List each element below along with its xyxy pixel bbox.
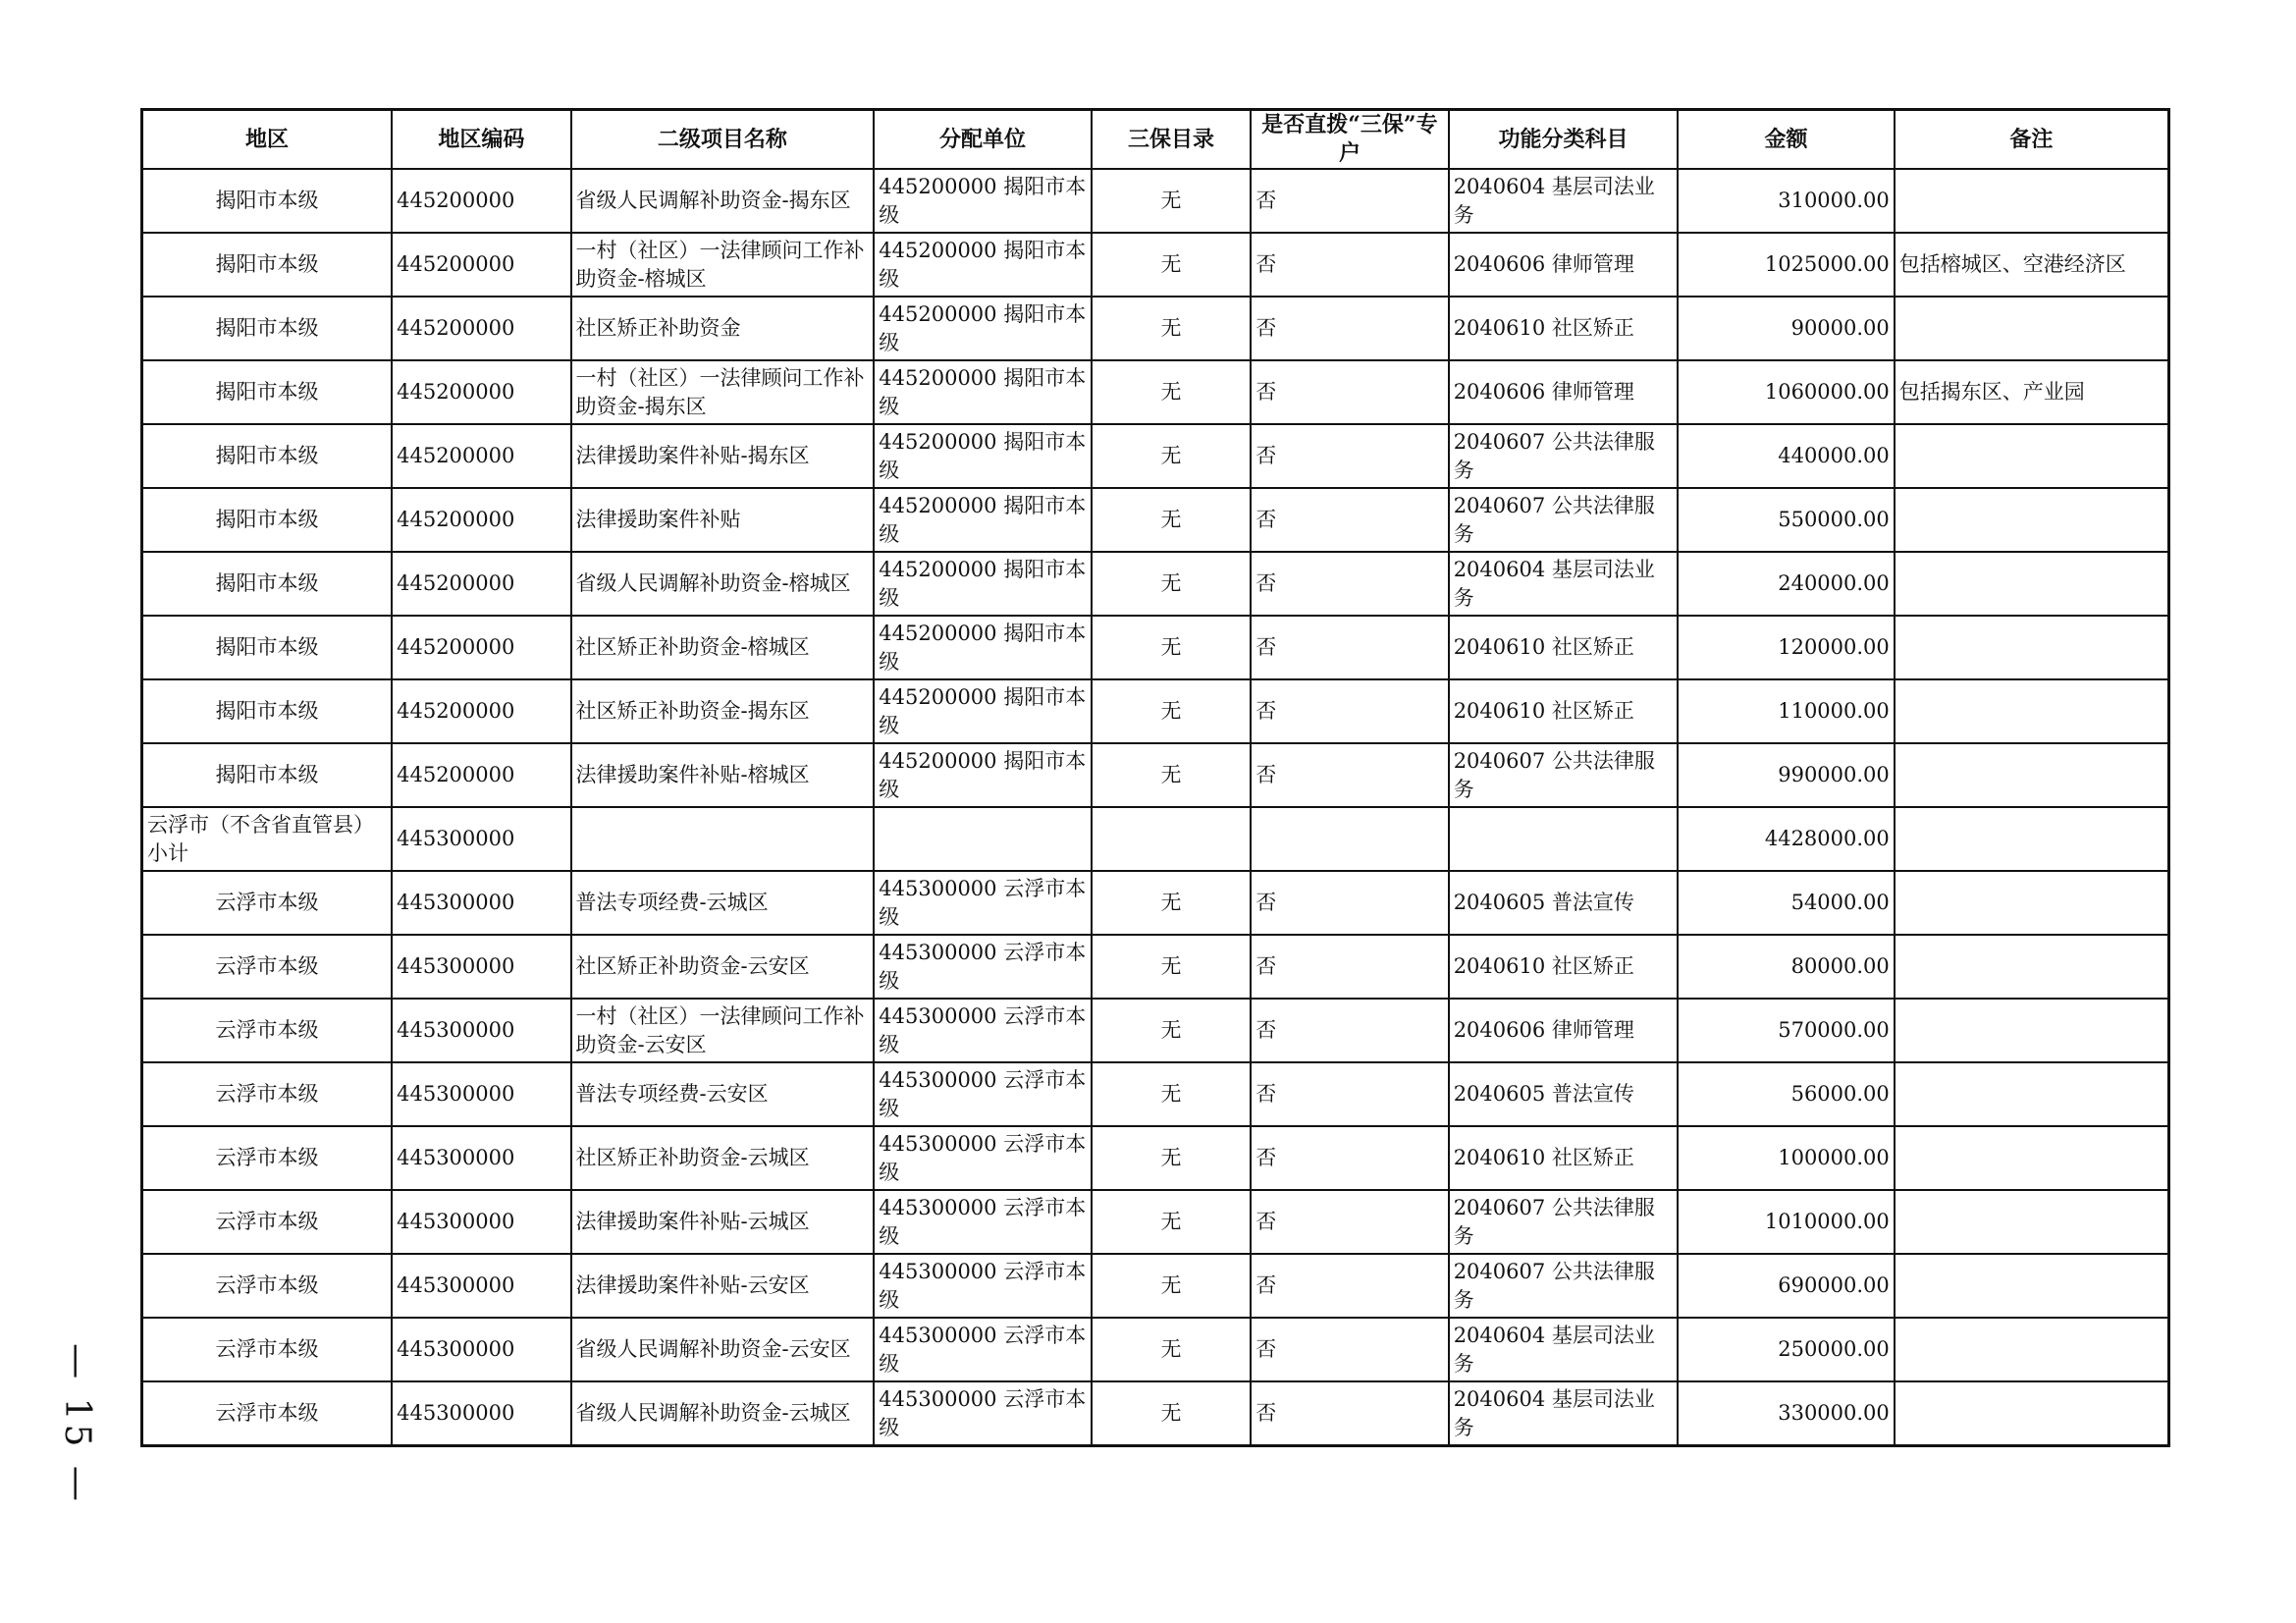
cell-region: 云浮市本级 bbox=[142, 1381, 393, 1446]
cell-amount: 990000.00 bbox=[1678, 743, 1895, 807]
cell-allocation-unit: 445300000 云浮市本级 bbox=[874, 871, 1092, 935]
cell-region-code: 445300000 bbox=[392, 1126, 570, 1190]
cell-region: 揭阳市本级 bbox=[142, 424, 393, 488]
cell-direct-transfer: 否 bbox=[1251, 552, 1448, 616]
header-function-subject: 功能分类科目 bbox=[1449, 110, 1679, 170]
table-row bbox=[142, 1126, 2169, 1190]
cell-note bbox=[1895, 999, 2169, 1062]
cell-sanbao-catalog: 无 bbox=[1092, 1254, 1251, 1318]
cell-function-subject: 2040610 社区矫正 bbox=[1449, 1126, 1679, 1190]
table-row bbox=[142, 233, 2169, 297]
table-row bbox=[142, 1318, 2169, 1381]
cell-project-name: 省级人民调解补助资金-揭东区 bbox=[571, 169, 875, 233]
cell-sanbao-catalog: 无 bbox=[1092, 1126, 1251, 1190]
table-row bbox=[142, 424, 2169, 488]
cell-region-code: 445300000 bbox=[392, 1062, 570, 1126]
cell-allocation-unit: 445200000 揭阳市本级 bbox=[874, 743, 1092, 807]
cell-note bbox=[1895, 552, 2169, 616]
cell-function-subject: 2040610 社区矫正 bbox=[1449, 679, 1679, 743]
header-project-name: 二级项目名称 bbox=[571, 110, 875, 170]
cell-allocation-unit: 445300000 云浮市本级 bbox=[874, 1062, 1092, 1126]
cell-amount: 240000.00 bbox=[1678, 552, 1895, 616]
cell-region: 云浮市本级 bbox=[142, 1254, 393, 1318]
cell-allocation-unit: 445200000 揭阳市本级 bbox=[874, 616, 1092, 679]
cell-sanbao-catalog: 无 bbox=[1092, 488, 1251, 552]
header-allocation-unit: 分配单位 bbox=[874, 110, 1092, 170]
cell-project-name: 普法专项经费-云安区 bbox=[571, 1062, 875, 1126]
cell-allocation-unit: 445300000 云浮市本级 bbox=[874, 1318, 1092, 1381]
cell-allocation-unit: 445200000 揭阳市本级 bbox=[874, 297, 1092, 360]
cell-sanbao-catalog: 无 bbox=[1092, 1062, 1251, 1126]
table-row bbox=[142, 169, 2169, 233]
cell-amount: 440000.00 bbox=[1678, 424, 1895, 488]
cell-region-code: 445200000 bbox=[392, 169, 570, 233]
cell-allocation-unit: 445200000 揭阳市本级 bbox=[874, 679, 1092, 743]
cell-allocation-unit: 445200000 揭阳市本级 bbox=[874, 552, 1092, 616]
cell-region-code: 445200000 bbox=[392, 233, 570, 297]
cell-project-name: 一村（社区）一法律顾问工作补助资金-榕城区 bbox=[571, 233, 875, 297]
cell-project-name: 法律援助案件补贴-揭东区 bbox=[571, 424, 875, 488]
cell-sanbao-catalog: 无 bbox=[1092, 871, 1251, 935]
cell-note bbox=[1895, 488, 2169, 552]
cell-direct-transfer: 否 bbox=[1251, 743, 1448, 807]
cell-sanbao-catalog: 无 bbox=[1092, 1381, 1251, 1446]
cell-direct-transfer: 否 bbox=[1251, 871, 1448, 935]
table-row bbox=[142, 616, 2169, 679]
cell-sanbao-catalog: 无 bbox=[1092, 935, 1251, 999]
cell-region: 揭阳市本级 bbox=[142, 297, 393, 360]
cell-region-code: 445200000 bbox=[392, 424, 570, 488]
cell-region: 云浮市本级 bbox=[142, 871, 393, 935]
cell-direct-transfer: 否 bbox=[1251, 1190, 1448, 1254]
cell-function-subject: 2040606 律师管理 bbox=[1449, 999, 1679, 1062]
header-region-code: 地区编码 bbox=[392, 110, 570, 170]
cell-region-code: 445200000 bbox=[392, 297, 570, 360]
cell-sanbao-catalog: 无 bbox=[1092, 424, 1251, 488]
table-row bbox=[142, 935, 2169, 999]
table-row bbox=[142, 999, 2169, 1062]
cell-amount: 80000.00 bbox=[1678, 935, 1895, 999]
cell-direct-transfer: 否 bbox=[1251, 679, 1448, 743]
header-amount: 金额 bbox=[1678, 110, 1895, 170]
cell-note: 包括榕城区、空港经济区 bbox=[1895, 233, 2169, 297]
cell-direct-transfer: 否 bbox=[1251, 1254, 1448, 1318]
cell-function-subject: 2040607 公共法律服务 bbox=[1449, 488, 1679, 552]
cell-region-code: 445200000 bbox=[392, 616, 570, 679]
cell-region: 揭阳市本级 bbox=[142, 743, 393, 807]
cell-amount: 1025000.00 bbox=[1678, 233, 1895, 297]
cell-region-code: 445200000 bbox=[392, 679, 570, 743]
cell-direct-transfer: 否 bbox=[1251, 1126, 1448, 1190]
cell-amount: 570000.00 bbox=[1678, 999, 1895, 1062]
cell-function-subject: 2040605 普法宣传 bbox=[1449, 871, 1679, 935]
cell-project-name: 省级人民调解补助资金-云城区 bbox=[571, 1381, 875, 1446]
cell-region-code: 445300000 bbox=[392, 807, 570, 871]
cell-allocation-unit: 445300000 云浮市本级 bbox=[874, 935, 1092, 999]
table-row bbox=[142, 679, 2169, 743]
cell-sanbao-catalog: 无 bbox=[1092, 360, 1251, 424]
cell-note bbox=[1895, 297, 2169, 360]
cell-amount: 110000.00 bbox=[1678, 679, 1895, 743]
cell-direct-transfer: 否 bbox=[1251, 999, 1448, 1062]
cell-allocation-unit: 445200000 揭阳市本级 bbox=[874, 169, 1092, 233]
cell-direct-transfer: 否 bbox=[1251, 233, 1448, 297]
cell-function-subject: 2040610 社区矫正 bbox=[1449, 297, 1679, 360]
cell-sanbao-catalog: 无 bbox=[1092, 169, 1251, 233]
cell-region-code: 445300000 bbox=[392, 1190, 570, 1254]
cell-project-name bbox=[571, 807, 875, 871]
cell-region: 揭阳市本级 bbox=[142, 679, 393, 743]
cell-region: 云浮市本级 bbox=[142, 1190, 393, 1254]
header-note: 备注 bbox=[1895, 110, 2169, 170]
cell-sanbao-catalog: 无 bbox=[1092, 679, 1251, 743]
page-number-text: — 15 — bbox=[56, 1342, 97, 1505]
cell-function-subject: 2040604 基层司法业务 bbox=[1449, 1381, 1679, 1446]
cell-allocation-unit: 445300000 云浮市本级 bbox=[874, 1254, 1092, 1318]
cell-function-subject: 2040606 律师管理 bbox=[1449, 233, 1679, 297]
cell-function-subject: 2040604 基层司法业务 bbox=[1449, 169, 1679, 233]
cell-function-subject: 2040605 普法宣传 bbox=[1449, 1062, 1679, 1126]
subtotal-row bbox=[142, 807, 2169, 871]
cell-function-subject: 2040607 公共法律服务 bbox=[1449, 1254, 1679, 1318]
cell-direct-transfer bbox=[1251, 807, 1448, 871]
cell-project-name: 省级人民调解补助资金-榕城区 bbox=[571, 552, 875, 616]
table-row bbox=[142, 360, 2169, 424]
cell-amount: 56000.00 bbox=[1678, 1062, 1895, 1126]
cell-region: 揭阳市本级 bbox=[142, 169, 393, 233]
header-region: 地区 bbox=[142, 110, 393, 170]
cell-sanbao-catalog: 无 bbox=[1092, 552, 1251, 616]
cell-region: 揭阳市本级 bbox=[142, 233, 393, 297]
cell-project-name: 普法专项经费-云城区 bbox=[571, 871, 875, 935]
cell-region: 揭阳市本级 bbox=[142, 360, 393, 424]
cell-sanbao-catalog: 无 bbox=[1092, 1318, 1251, 1381]
cell-note bbox=[1895, 424, 2169, 488]
cell-note bbox=[1895, 169, 2169, 233]
cell-project-name: 社区矫正补助资金 bbox=[571, 297, 875, 360]
cell-region: 云浮市本级 bbox=[142, 999, 393, 1062]
header-row bbox=[142, 110, 2169, 170]
table-row bbox=[142, 1381, 2169, 1446]
cell-direct-transfer: 否 bbox=[1251, 1381, 1448, 1446]
cell-note bbox=[1895, 1318, 2169, 1381]
cell-direct-transfer: 否 bbox=[1251, 488, 1448, 552]
cell-allocation-unit: 445200000 揭阳市本级 bbox=[874, 488, 1092, 552]
table-row bbox=[142, 1254, 2169, 1318]
cell-function-subject: 2040610 社区矫正 bbox=[1449, 935, 1679, 999]
cell-region-code: 445200000 bbox=[392, 552, 570, 616]
cell-direct-transfer: 否 bbox=[1251, 935, 1448, 999]
cell-note: 包括揭东区、产业园 bbox=[1895, 360, 2169, 424]
cell-function-subject: 2040606 律师管理 bbox=[1449, 360, 1679, 424]
cell-region-code: 445300000 bbox=[392, 871, 570, 935]
cell-function-subject: 2040607 公共法律服务 bbox=[1449, 1190, 1679, 1254]
page-number bbox=[56, 1342, 97, 1505]
table-row bbox=[142, 297, 2169, 360]
cell-allocation-unit: 445300000 云浮市本级 bbox=[874, 1190, 1092, 1254]
cell-region-code: 445300000 bbox=[392, 1254, 570, 1318]
cell-direct-transfer: 否 bbox=[1251, 1062, 1448, 1126]
cell-project-name: 法律援助案件补贴-云安区 bbox=[571, 1254, 875, 1318]
cell-direct-transfer: 否 bbox=[1251, 1318, 1448, 1381]
cell-project-name: 省级人民调解补助资金-云安区 bbox=[571, 1318, 875, 1381]
cell-sanbao-catalog: 无 bbox=[1092, 616, 1251, 679]
cell-project-name: 一村（社区）一法律顾问工作补助资金-云安区 bbox=[571, 999, 875, 1062]
cell-allocation-unit: 445300000 云浮市本级 bbox=[874, 1381, 1092, 1446]
cell-direct-transfer: 否 bbox=[1251, 297, 1448, 360]
cell-sanbao-catalog: 无 bbox=[1092, 1190, 1251, 1254]
cell-function-subject: 2040607 公共法律服务 bbox=[1449, 424, 1679, 488]
cell-region-code: 445300000 bbox=[392, 935, 570, 999]
cell-region: 云浮市本级 bbox=[142, 1318, 393, 1381]
cell-note bbox=[1895, 616, 2169, 679]
cell-region-code: 445300000 bbox=[392, 999, 570, 1062]
cell-project-name: 法律援助案件补贴-云城区 bbox=[571, 1190, 875, 1254]
cell-amount: 690000.00 bbox=[1678, 1254, 1895, 1318]
allocation-table bbox=[140, 108, 2170, 1447]
header-sanbao-catalog: 三保目录 bbox=[1092, 110, 1251, 170]
cell-project-name: 法律援助案件补贴 bbox=[571, 488, 875, 552]
cell-region: 云浮市（不含省直管县）小计 bbox=[142, 807, 393, 871]
cell-amount: 54000.00 bbox=[1678, 871, 1895, 935]
table-row bbox=[142, 743, 2169, 807]
cell-region: 云浮市本级 bbox=[142, 935, 393, 999]
table-row bbox=[142, 1062, 2169, 1126]
cell-direct-transfer: 否 bbox=[1251, 424, 1448, 488]
table-row bbox=[142, 552, 2169, 616]
cell-project-name: 社区矫正补助资金-榕城区 bbox=[571, 616, 875, 679]
cell-function-subject: 2040604 基层司法业务 bbox=[1449, 552, 1679, 616]
cell-note bbox=[1895, 871, 2169, 935]
cell-note bbox=[1895, 1381, 2169, 1446]
cell-amount: 120000.00 bbox=[1678, 616, 1895, 679]
cell-project-name: 社区矫正补助资金-揭东区 bbox=[571, 679, 875, 743]
cell-allocation-unit: 445300000 云浮市本级 bbox=[874, 1126, 1092, 1190]
cell-note bbox=[1895, 935, 2169, 999]
cell-direct-transfer: 否 bbox=[1251, 360, 1448, 424]
cell-region-code: 445200000 bbox=[392, 743, 570, 807]
cell-amount: 4428000.00 bbox=[1678, 807, 1895, 871]
cell-note bbox=[1895, 1062, 2169, 1126]
cell-note bbox=[1895, 743, 2169, 807]
cell-allocation-unit: 445300000 云浮市本级 bbox=[874, 999, 1092, 1062]
cell-region-code: 445200000 bbox=[392, 360, 570, 424]
cell-function-subject: 2040604 基层司法业务 bbox=[1449, 1318, 1679, 1381]
cell-function-subject bbox=[1449, 807, 1679, 871]
cell-amount: 100000.00 bbox=[1678, 1126, 1895, 1190]
cell-region: 揭阳市本级 bbox=[142, 488, 393, 552]
table-row bbox=[142, 488, 2169, 552]
cell-region: 云浮市本级 bbox=[142, 1062, 393, 1126]
cell-region-code: 445200000 bbox=[392, 488, 570, 552]
cell-allocation-unit: 445200000 揭阳市本级 bbox=[874, 233, 1092, 297]
cell-amount: 90000.00 bbox=[1678, 297, 1895, 360]
cell-function-subject: 2040610 社区矫正 bbox=[1449, 616, 1679, 679]
cell-note bbox=[1895, 807, 2169, 871]
table-row bbox=[142, 871, 2169, 935]
cell-sanbao-catalog: 无 bbox=[1092, 297, 1251, 360]
cell-amount: 550000.00 bbox=[1678, 488, 1895, 552]
cell-amount: 250000.00 bbox=[1678, 1318, 1895, 1381]
cell-allocation-unit: 445200000 揭阳市本级 bbox=[874, 360, 1092, 424]
cell-amount: 330000.00 bbox=[1678, 1381, 1895, 1446]
cell-note bbox=[1895, 679, 2169, 743]
cell-allocation-unit bbox=[874, 807, 1092, 871]
cell-region-code: 445300000 bbox=[392, 1318, 570, 1381]
cell-sanbao-catalog bbox=[1092, 807, 1251, 871]
cell-sanbao-catalog: 无 bbox=[1092, 999, 1251, 1062]
cell-note bbox=[1895, 1190, 2169, 1254]
cell-direct-transfer: 否 bbox=[1251, 616, 1448, 679]
cell-amount: 310000.00 bbox=[1678, 169, 1895, 233]
cell-direct-transfer: 否 bbox=[1251, 169, 1448, 233]
cell-region: 云浮市本级 bbox=[142, 1126, 393, 1190]
table-body bbox=[142, 169, 2169, 1446]
cell-project-name: 社区矫正补助资金-云城区 bbox=[571, 1126, 875, 1190]
cell-project-name: 社区矫正补助资金-云安区 bbox=[571, 935, 875, 999]
cell-amount: 1010000.00 bbox=[1678, 1190, 1895, 1254]
header-direct-transfer: 是否直拨“三保”专户 bbox=[1251, 110, 1448, 170]
cell-amount: 1060000.00 bbox=[1678, 360, 1895, 424]
table-row bbox=[142, 1190, 2169, 1254]
cell-project-name: 一村（社区）一法律顾问工作补助资金-揭东区 bbox=[571, 360, 875, 424]
cell-region-code: 445300000 bbox=[392, 1381, 570, 1446]
cell-function-subject: 2040607 公共法律服务 bbox=[1449, 743, 1679, 807]
cell-note bbox=[1895, 1254, 2169, 1318]
cell-sanbao-catalog: 无 bbox=[1092, 233, 1251, 297]
cell-project-name: 法律援助案件补贴-榕城区 bbox=[571, 743, 875, 807]
cell-region: 揭阳市本级 bbox=[142, 552, 393, 616]
cell-allocation-unit: 445200000 揭阳市本级 bbox=[874, 424, 1092, 488]
cell-sanbao-catalog: 无 bbox=[1092, 743, 1251, 807]
cell-note bbox=[1895, 1126, 2169, 1190]
cell-region: 揭阳市本级 bbox=[142, 616, 393, 679]
